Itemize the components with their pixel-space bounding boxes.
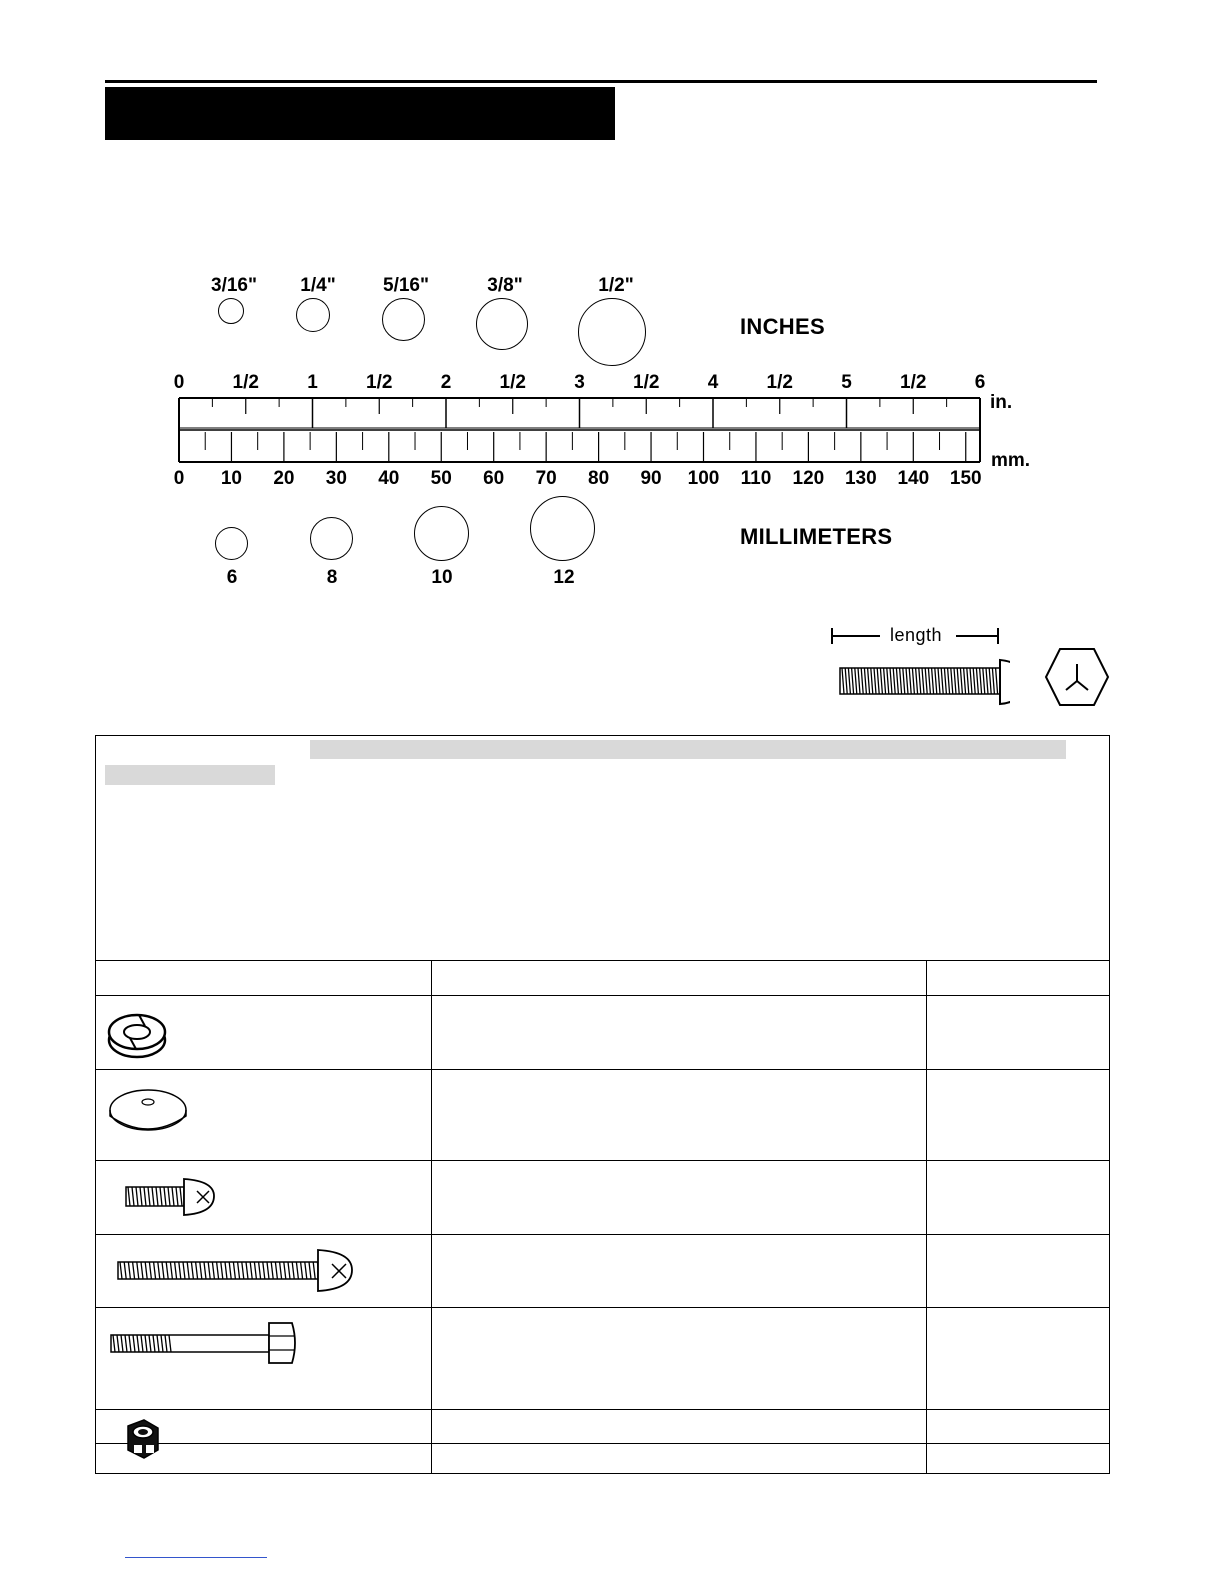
part-image-cell xyxy=(96,1235,432,1308)
inch-hole-label-3-16: 3/16" xyxy=(211,275,257,296)
table-row xyxy=(96,996,1110,1070)
mm-tick-label: 130 xyxy=(844,468,877,489)
inch-tick-label: 1/2 xyxy=(900,372,927,393)
parts-table xyxy=(95,960,1110,1474)
millimeters-label: MILLIMETERS xyxy=(740,524,893,549)
inches-label: INCHES xyxy=(740,314,825,339)
part-description-cell xyxy=(432,996,927,1070)
flat-washer-icon xyxy=(96,1070,431,1155)
mm-unit-label: mm. xyxy=(991,450,1031,471)
part-image-cell xyxy=(96,1070,432,1161)
part-quantity-cell xyxy=(926,1070,1109,1161)
table-header-cell xyxy=(432,961,927,996)
part-quantity-cell xyxy=(926,1308,1109,1410)
part-image-cell xyxy=(96,1410,432,1474)
long-machine-screw-icon xyxy=(96,1235,431,1302)
mm-tick-label: 110 xyxy=(740,468,772,489)
inch-tick-label: 1/2 xyxy=(766,372,793,393)
table-header-row xyxy=(96,961,1110,996)
mm-tick-label: 30 xyxy=(325,468,347,489)
lock-washer-icon xyxy=(96,996,431,1064)
mm-tick-label: 50 xyxy=(430,468,452,489)
part-quantity-cell xyxy=(926,1410,1109,1474)
mm-tick-label: 90 xyxy=(640,468,662,489)
inch-tick-label: 1 xyxy=(307,372,318,393)
mm-tick-label: 40 xyxy=(378,468,400,489)
inch-hole-label-5-16: 5/16" xyxy=(383,275,429,296)
inch-hole-circle xyxy=(296,298,330,332)
part-description-cell xyxy=(432,1308,927,1410)
parts-subheader-bar xyxy=(105,765,275,785)
inch-tick-label: 0 xyxy=(173,372,185,393)
mm-hole-circle xyxy=(530,496,595,561)
inch-tick-label: 1/2 xyxy=(499,372,526,393)
inch-hole-label-1-4: 1/4" xyxy=(300,275,336,296)
table-header-cell xyxy=(926,961,1109,996)
part-description-cell xyxy=(432,1161,927,1235)
mm-tick-label: 120 xyxy=(792,468,825,489)
inch-tick-label: 4 xyxy=(707,372,719,393)
inch-tick-label: 1/2 xyxy=(633,372,660,393)
section-title-bar xyxy=(105,87,615,140)
ruler-graphic xyxy=(170,392,990,468)
part-description-cell xyxy=(432,1410,927,1474)
inch-tick-label: 1/2 xyxy=(366,372,393,393)
inch-tick-label: 5 xyxy=(841,372,852,393)
top-rule xyxy=(105,80,1097,83)
lock-nut-icon xyxy=(96,1410,431,1468)
mm-hole-circle xyxy=(310,517,353,560)
length-label: length xyxy=(890,625,943,645)
part-image-cell xyxy=(96,996,432,1070)
mm-tick-label: 100 xyxy=(687,468,720,489)
inch-hole-circle xyxy=(578,298,646,366)
table-row xyxy=(96,1161,1110,1235)
table-row xyxy=(96,1235,1110,1308)
part-quantity-cell xyxy=(926,1161,1109,1235)
mm-tick-label: 0 xyxy=(173,468,185,489)
part-image-cell xyxy=(96,1308,432,1410)
part-quantity-cell xyxy=(926,1235,1109,1308)
inch-tick-label: 2 xyxy=(440,372,452,393)
inch-hole-circle xyxy=(476,298,528,350)
hex-head-icon xyxy=(1044,646,1110,708)
inch-hole-circle xyxy=(218,298,244,324)
mm-hole-label-10: 10 xyxy=(431,567,453,588)
mm-hole-circle xyxy=(414,506,469,561)
part-quantity-cell xyxy=(926,996,1109,1070)
table-row xyxy=(96,1410,1110,1474)
inch-tick-label: 3 xyxy=(574,372,585,393)
part-description-cell xyxy=(432,1235,927,1308)
mm-tick-label: 10 xyxy=(220,468,242,489)
mm-hole-circle xyxy=(215,527,248,560)
inch-hole-label-1-2: 1/2" xyxy=(598,275,634,296)
mm-hole-label-12: 12 xyxy=(553,567,575,588)
mm-tick-label: 80 xyxy=(588,468,610,489)
inch-tick-label: 1/2 xyxy=(232,372,259,393)
hex-bolt-icon xyxy=(96,1308,431,1368)
table-header-cell xyxy=(96,961,432,996)
mm-hole-label-8: 8 xyxy=(326,567,338,588)
part-description-cell xyxy=(432,1070,927,1161)
table-row xyxy=(96,1070,1110,1161)
mm-tick-label: 70 xyxy=(535,468,557,489)
bottom-link-underline xyxy=(125,1557,267,1558)
mm-tick-label: 60 xyxy=(483,468,505,489)
table-row xyxy=(96,1308,1110,1410)
mm-tick-label: 140 xyxy=(897,468,930,489)
parts-header-bar xyxy=(310,740,1066,759)
inch-tick-label: 6 xyxy=(974,372,986,393)
part-image-cell xyxy=(96,1161,432,1235)
short-machine-screw-icon xyxy=(96,1161,431,1229)
mm-tick-label: 150 xyxy=(949,468,982,489)
inch-hole-circle xyxy=(382,298,425,341)
inch-unit-label: in. xyxy=(990,392,1013,413)
mm-hole-label-6: 6 xyxy=(226,567,238,588)
inch-hole-label-3-8: 3/8" xyxy=(487,275,523,296)
mm-tick-label: 20 xyxy=(273,468,295,489)
